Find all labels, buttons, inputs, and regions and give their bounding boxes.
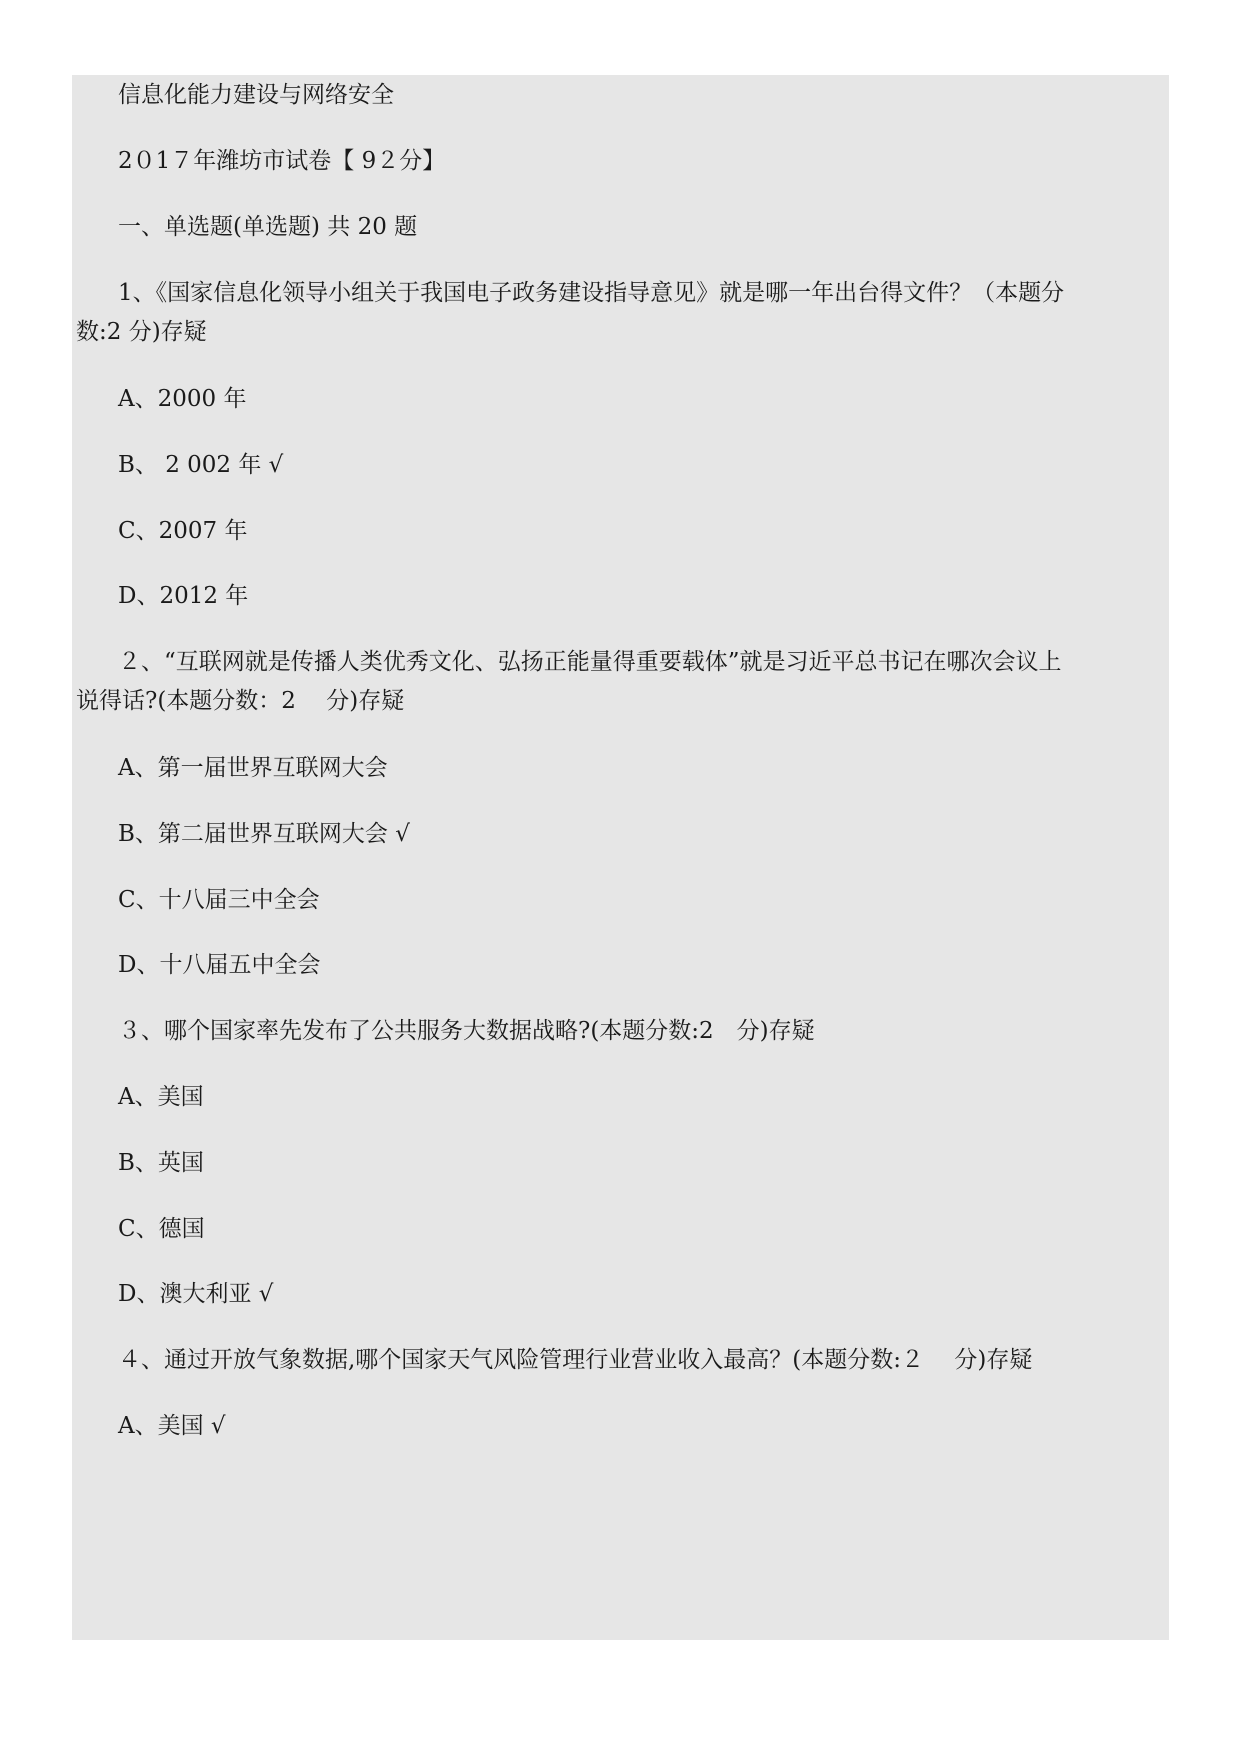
question-2-text: ２、“互联网就是传播人类优秀文化、弘扬正能量得重要载体”就是习近平总书记在哪次会议上 [118,649,1062,675]
question-2-option-c: C、十八届三中全会 [118,887,320,913]
question-1-option-c: C、2007 年 [118,518,248,544]
question-3-option-b: B、英国 [118,1150,204,1176]
document-title: 信息化能力建设与网络安全 [118,82,394,108]
question-1-option-d: D、2012 年 [118,583,249,609]
question-3-text: ３、哪个国家率先发布了公共服务大数据战略?(本题分数:2 分)存疑 [118,1018,815,1044]
question-1-option-a: A、2000 年 [118,386,247,412]
exam-title: 2０1７年潍坊市试卷【 9２分】 [118,148,446,174]
question-4-option-a: A、美国 √ [118,1413,226,1439]
document-page [72,75,1169,1640]
question-3-option-d: D、澳大利亚 √ [118,1281,274,1307]
question-2-option-d: D、十八届五中全会 [118,952,321,978]
question-1-text: 1、《国家信息化领导小组关于我国电子政务建设指导意见》就是哪一年出台得文件？（本题分 [118,280,1065,306]
question-4-text: ４、通过开放气象数据,哪个国家天气风险管理行业营业收入最高？(本题分数:２ 分)存疑 [118,1347,1033,1373]
question-2-text-cont: 说得话?(本题分数：2 分)存疑 [76,688,405,714]
question-3-option-a: A、美国 [118,1084,204,1110]
question-1-option-b: B、 2 002 年 √ [118,452,284,478]
section-heading: 一、单选题(单选题) 共 20 题 [118,214,418,240]
question-3-option-c: C、德国 [118,1216,205,1242]
question-2-option-b: B、第二届世界互联网大会 √ [118,821,410,847]
question-2-option-a: A、第一届世界互联网大会 [118,755,388,781]
question-1-text-cont: 数:2 分)存疑 [76,319,207,345]
